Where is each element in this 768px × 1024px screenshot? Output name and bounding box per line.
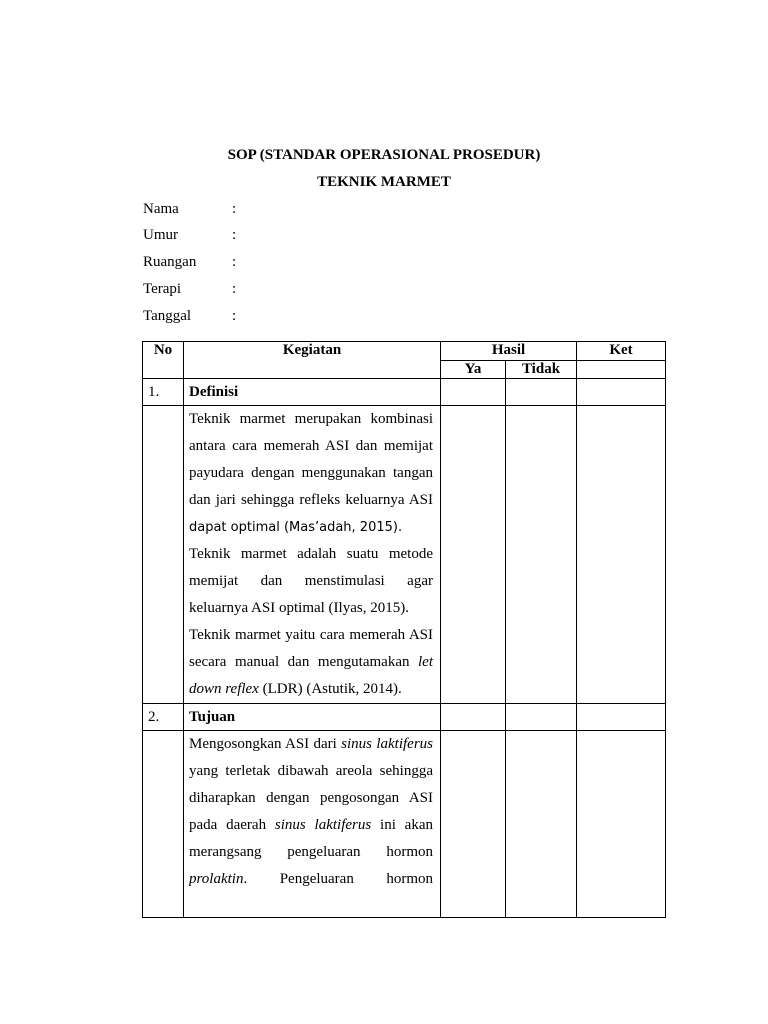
tidak-cell (506, 704, 577, 731)
text-line: dan jari sehingga refleks keluarnya ASI (189, 492, 433, 508)
header-ket-sub (577, 361, 666, 379)
section-body-row (143, 731, 666, 918)
header-row (143, 342, 666, 361)
ya-cell (441, 406, 506, 704)
ket-cell (577, 379, 666, 406)
document-title: SOP (STANDAR OPERASIONAL PROSEDUR) (227, 147, 541, 163)
tidak-cell (506, 406, 577, 704)
field-colon: : (232, 308, 237, 324)
section-body-row (143, 406, 666, 704)
ket-cell (577, 731, 666, 918)
field-colon: : (232, 254, 237, 270)
header-ket: Ket (577, 342, 666, 361)
field-label: Nama (143, 201, 179, 217)
text-line: pada daerah sinus laktiferus ini akan (189, 817, 433, 833)
text-line: memijat dan menstimulasi agar (189, 573, 433, 589)
text-line (189, 731, 433, 758)
text-line: diharapkan dengan pengosongan ASI (189, 790, 433, 806)
ya-cell (441, 379, 506, 406)
header-kegiatan: Kegiatan (184, 342, 441, 379)
header-no: No (143, 342, 184, 379)
text-line: dapat optimal (Mas’adah, 2015). (189, 520, 403, 535)
tidak-cell (506, 379, 577, 406)
header-ya: Ya (441, 361, 506, 379)
text-line: payudara dengan menggunakan tangan (189, 465, 433, 481)
text-line: prolaktin. Pengeluaran hormon (189, 871, 433, 887)
field-colon: : (232, 281, 237, 297)
row-number: 1. (143, 379, 184, 406)
tujuan-text (184, 731, 441, 918)
ket-cell (577, 406, 666, 704)
header-hasil: Hasil (441, 342, 577, 361)
ket-cell (577, 704, 666, 731)
text-line: secara manual dan mengutamakan let (189, 654, 433, 670)
tidak-cell (506, 731, 577, 918)
field-colon: : (232, 227, 237, 243)
header-tidak: Tidak (506, 361, 577, 379)
section-row (143, 379, 666, 406)
section-row (143, 704, 666, 731)
field-label: Ruangan (143, 254, 197, 270)
section-heading: Tujuan (184, 704, 441, 731)
text-line: Teknik marmet adalah suatu metode (189, 546, 433, 562)
row-number-empty (143, 406, 184, 704)
ya-cell (441, 731, 506, 918)
definisi-text (184, 406, 441, 704)
field-colon: : (232, 201, 237, 217)
ya-cell (441, 704, 506, 731)
text-line: down reflex (LDR) (Astutik, 2014). (189, 681, 402, 697)
section-heading: Definisi (184, 379, 441, 406)
text-line: Teknik marmet yaitu cara memerah ASI (189, 627, 433, 643)
text-line: Teknik marmet merupakan kombinasi (189, 411, 433, 427)
text-line: yang terletak dibawah areola sehingga (189, 763, 433, 779)
sop-table (142, 341, 666, 918)
text-line: antara cara memerah ASI dan memijat (189, 438, 433, 454)
text-line: keluarnya ASI optimal (Ilyas, 2015). (189, 600, 409, 616)
text-line: merangsang pengeluaran hormon (189, 844, 433, 860)
row-number-empty (143, 731, 184, 918)
row-number: 2. (143, 704, 184, 731)
field-label: Terapi (143, 281, 182, 297)
document-subtitle: TEKNIK MARMET (317, 174, 451, 190)
field-label: Umur (143, 227, 178, 243)
field-label: Tanggal (143, 308, 192, 324)
line-text: Mengosongkan ASI dari sinus laktiferus (189, 736, 433, 752)
